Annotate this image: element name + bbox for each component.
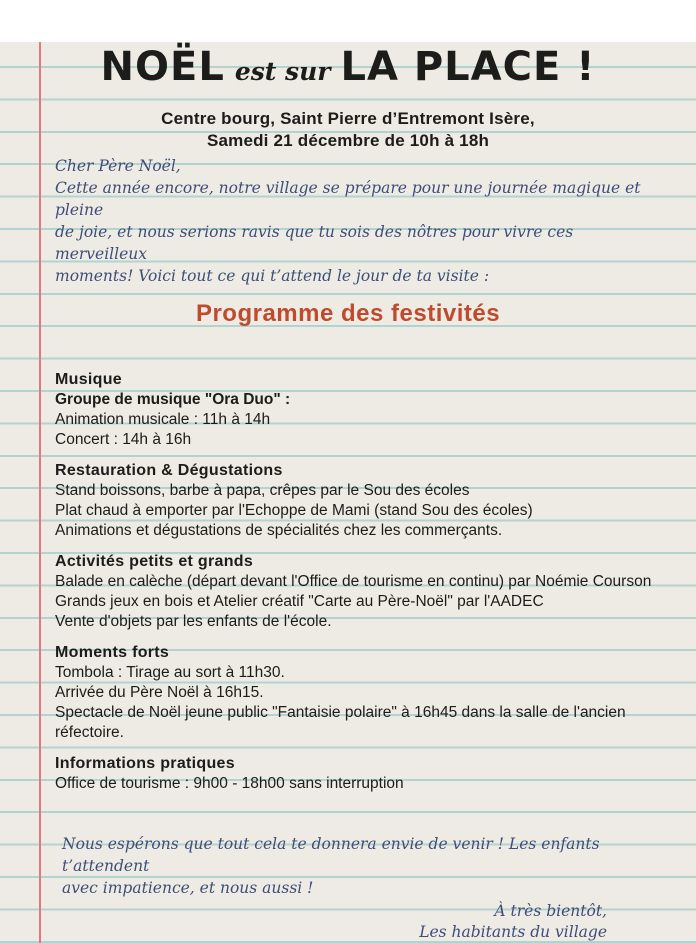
- section-line: Arrivée du Père Noël à 16h15.: [55, 684, 264, 701]
- section-line: Concert : 14h à 16h: [55, 431, 192, 448]
- section-title: Restauration & Dégustations: [55, 462, 283, 479]
- letter-salutation: Cher Père Noël,: [55, 157, 181, 175]
- section-line: Stand boissons, barbe à papa, crêpes par le Sou des écoles: [55, 482, 470, 499]
- flyer-header: [0, 42, 696, 152]
- section-line: Balade en calèche (départ devant l'Office de tourisme en continu) par Noémie Courson: [55, 573, 652, 590]
- event-subtitle: [0, 108, 696, 152]
- closing-line: Nous espérons que tout cela te donnera envie de venir ! Les enfants t’attendent: [62, 835, 600, 875]
- notebook-page: [0, 42, 696, 943]
- letter-intro-line: moments! Voici tout ce qui t’attend le jour de ta visite :: [55, 267, 490, 285]
- section-title: Musique: [55, 371, 122, 388]
- program-sections: [55, 370, 666, 794]
- section-line: Groupe de musique "Ora Duo" :: [55, 391, 291, 408]
- section-musique: [55, 370, 666, 450]
- section-line: Vente d'objets par les enfants de l'école.: [55, 613, 332, 630]
- event-location: Centre bourg, Saint Pierre d’Entremont Isère,: [161, 109, 535, 128]
- section-restauration: [55, 461, 666, 541]
- section-line: Tombola : Tirage au sort à 11h30.: [55, 664, 285, 681]
- section-line: Animations et dégustations de spécialités chez les commerçants.: [55, 522, 503, 539]
- section-title: Moments forts: [55, 644, 170, 661]
- section-line: Animation musicale : 11h à 14h: [55, 411, 271, 428]
- section-infos-pratiques: [55, 754, 666, 794]
- page-title: [0, 42, 696, 97]
- section-line: Office de tourisme : 9h00 - 18h00 sans interruption: [55, 775, 404, 792]
- title-word-place: LA PLACE !: [340, 44, 596, 90]
- section-title: Informations pratiques: [55, 755, 235, 772]
- signoff-line: À très bientôt,: [494, 902, 607, 920]
- section-line: Spectacle de Noël jeune public "Fantaisie polaire" à 16h45 dans la salle de l'ancien réfectoire.: [55, 704, 626, 741]
- letter-intro: [55, 155, 666, 287]
- section-moments-forts: [55, 643, 666, 743]
- section-title: Activités petits et grands: [55, 553, 254, 570]
- section-line: Plat chaud à emporter par l'Echoppe de Mami (stand Sou des écoles): [55, 502, 533, 519]
- event-date: Samedi 21 décembre de 10h à 18h: [206, 131, 490, 150]
- signature-block: [0, 901, 696, 943]
- signature-line: Les habitants du village: [419, 923, 607, 941]
- program-heading: Programme des festivités: [195, 300, 501, 327]
- closing-paragraph: [62, 833, 666, 899]
- closing-line: avec impatience, et nous aussi !: [62, 879, 314, 897]
- title-connector: est sur: [234, 57, 331, 86]
- letter-intro-line: de joie, et nous serions ravis que tu sois des nôtres pour vivre ces merveilleux: [55, 223, 574, 263]
- section-line: Grands jeux en bois et Atelier créatif "Carte au Père-Noël" par l'AADEC: [55, 593, 544, 610]
- title-word-noel: NOËL: [100, 44, 225, 90]
- letter-intro-line: Cette année encore, notre village se prépare pour une journée magique et pleine: [55, 179, 641, 219]
- letter-closing: [0, 833, 696, 943]
- section-activites: [55, 552, 666, 632]
